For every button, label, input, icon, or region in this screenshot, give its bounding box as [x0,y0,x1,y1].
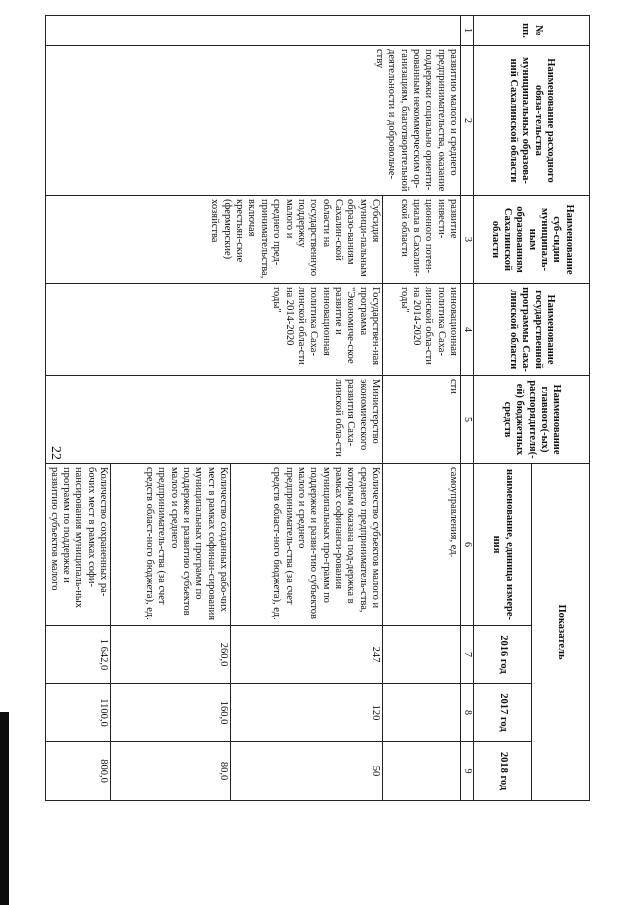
value-2017: 1100,0 [46,684,111,742]
table-row [383,16,461,801]
administrator-cell: сти [383,376,461,464]
value-2016: 1 642,0 [46,626,111,684]
column-number: 2 [461,46,474,196]
column-number: 7 [461,626,474,684]
column-number: 8 [461,684,474,742]
header-year-2016: 2016 год [474,626,532,684]
value-cell [383,684,461,742]
value-2017: 160,0 [111,684,231,742]
header-subsidy: Наименование суб-сидии муниципаль-ным образованиям Сахалинской области [474,196,590,284]
obligation-cell: развитию малого и среднего предпринимательства, оказание поддержки социально ориенти-рованным некоммерческим ор-ганизациям, благотворительной деятельности и добровольче-ству [46,46,461,196]
value-2018: 80,0 [111,742,231,801]
subsidy-cell: развитие инвести-ционного потен-циала в Сахалин-ской области [383,196,461,284]
indicators-table [45,15,590,801]
column-number: 5 [461,376,474,464]
value-cell [383,626,461,684]
column-number: 6 [461,464,474,626]
value-2018: 800,0 [46,742,111,801]
column-number: 1 [461,16,474,46]
value-2018: 50 [231,742,383,801]
header-indicator-group: Показатель [532,464,590,801]
header-obligation: Наименование расходного обяза-тельства муниципальных образова-ний Сахалинской области [474,46,590,196]
header-year-2018: 2018 год [474,742,532,801]
header-num: № пп. [474,16,590,46]
header-year-2017: 2017 год [474,684,532,742]
column-number: 3 [461,196,474,284]
subsidy-cell: Субсидия муници-пальным образо-ваниям Сахалин-ской области на государственную поддержку малого и среднего пред-принимательства, включая крестьян-ские (фермерские) хозяйства [46,196,383,284]
value-2016: 260,0 [111,626,231,684]
indicator-cell: Количество субъектов малого и среднего предприниматель-ства, которым оказана под-держка в рамках софинанси-рования муниципальных про-грамм по поддержке и разви-тию субъектов малого и среднего предприниматель-ства (за счет средств област-ного бюджета), ед. [231,464,383,626]
column-number: 9 [461,742,474,801]
header-program: Наименование государственной программы Саха-линской области [474,284,590,376]
page-number: 22 [48,446,63,460]
program-cell: Государствен-ная программа "Экономиче-ское развитие и инновационная политика Саха-линской обла-сти на 2014-2020 годы" [46,284,383,376]
value-2017: 120 [231,684,383,742]
header-administrator: Наименование главного(-ых) распорядителя(-ей) бюджетных средств [474,376,590,464]
value-cell [383,742,461,801]
administrator-cell: Министерство экономического развития Саха-линской обла-сти [46,376,383,464]
header-indicator-name: наименование, единица измере-ния [474,464,532,626]
binding-strip [0,712,9,905]
indicator-cell: Количество сохраненных ра-бочих мест в рамках софи-нансирования муниципаль-ных программ по поддержке и развитию субъектов малого [46,464,111,626]
row-num-cell [46,16,461,46]
indicator-cell: самоуправления, ед. [383,464,461,626]
column-number: 4 [461,284,474,376]
value-2016: 247 [231,626,383,684]
program-cell: инновационная политика Саха-линской обла-сти на 2014-2020 годы" [383,284,461,376]
indicator-cell: Количество созданных рабо-чих мест в рамках софинан-сирования муниципальных программ по поддержке и развитию субъектов малого и среднего предприниматель-ства (за счет средств област-ного бюджета), ед. [111,464,231,626]
